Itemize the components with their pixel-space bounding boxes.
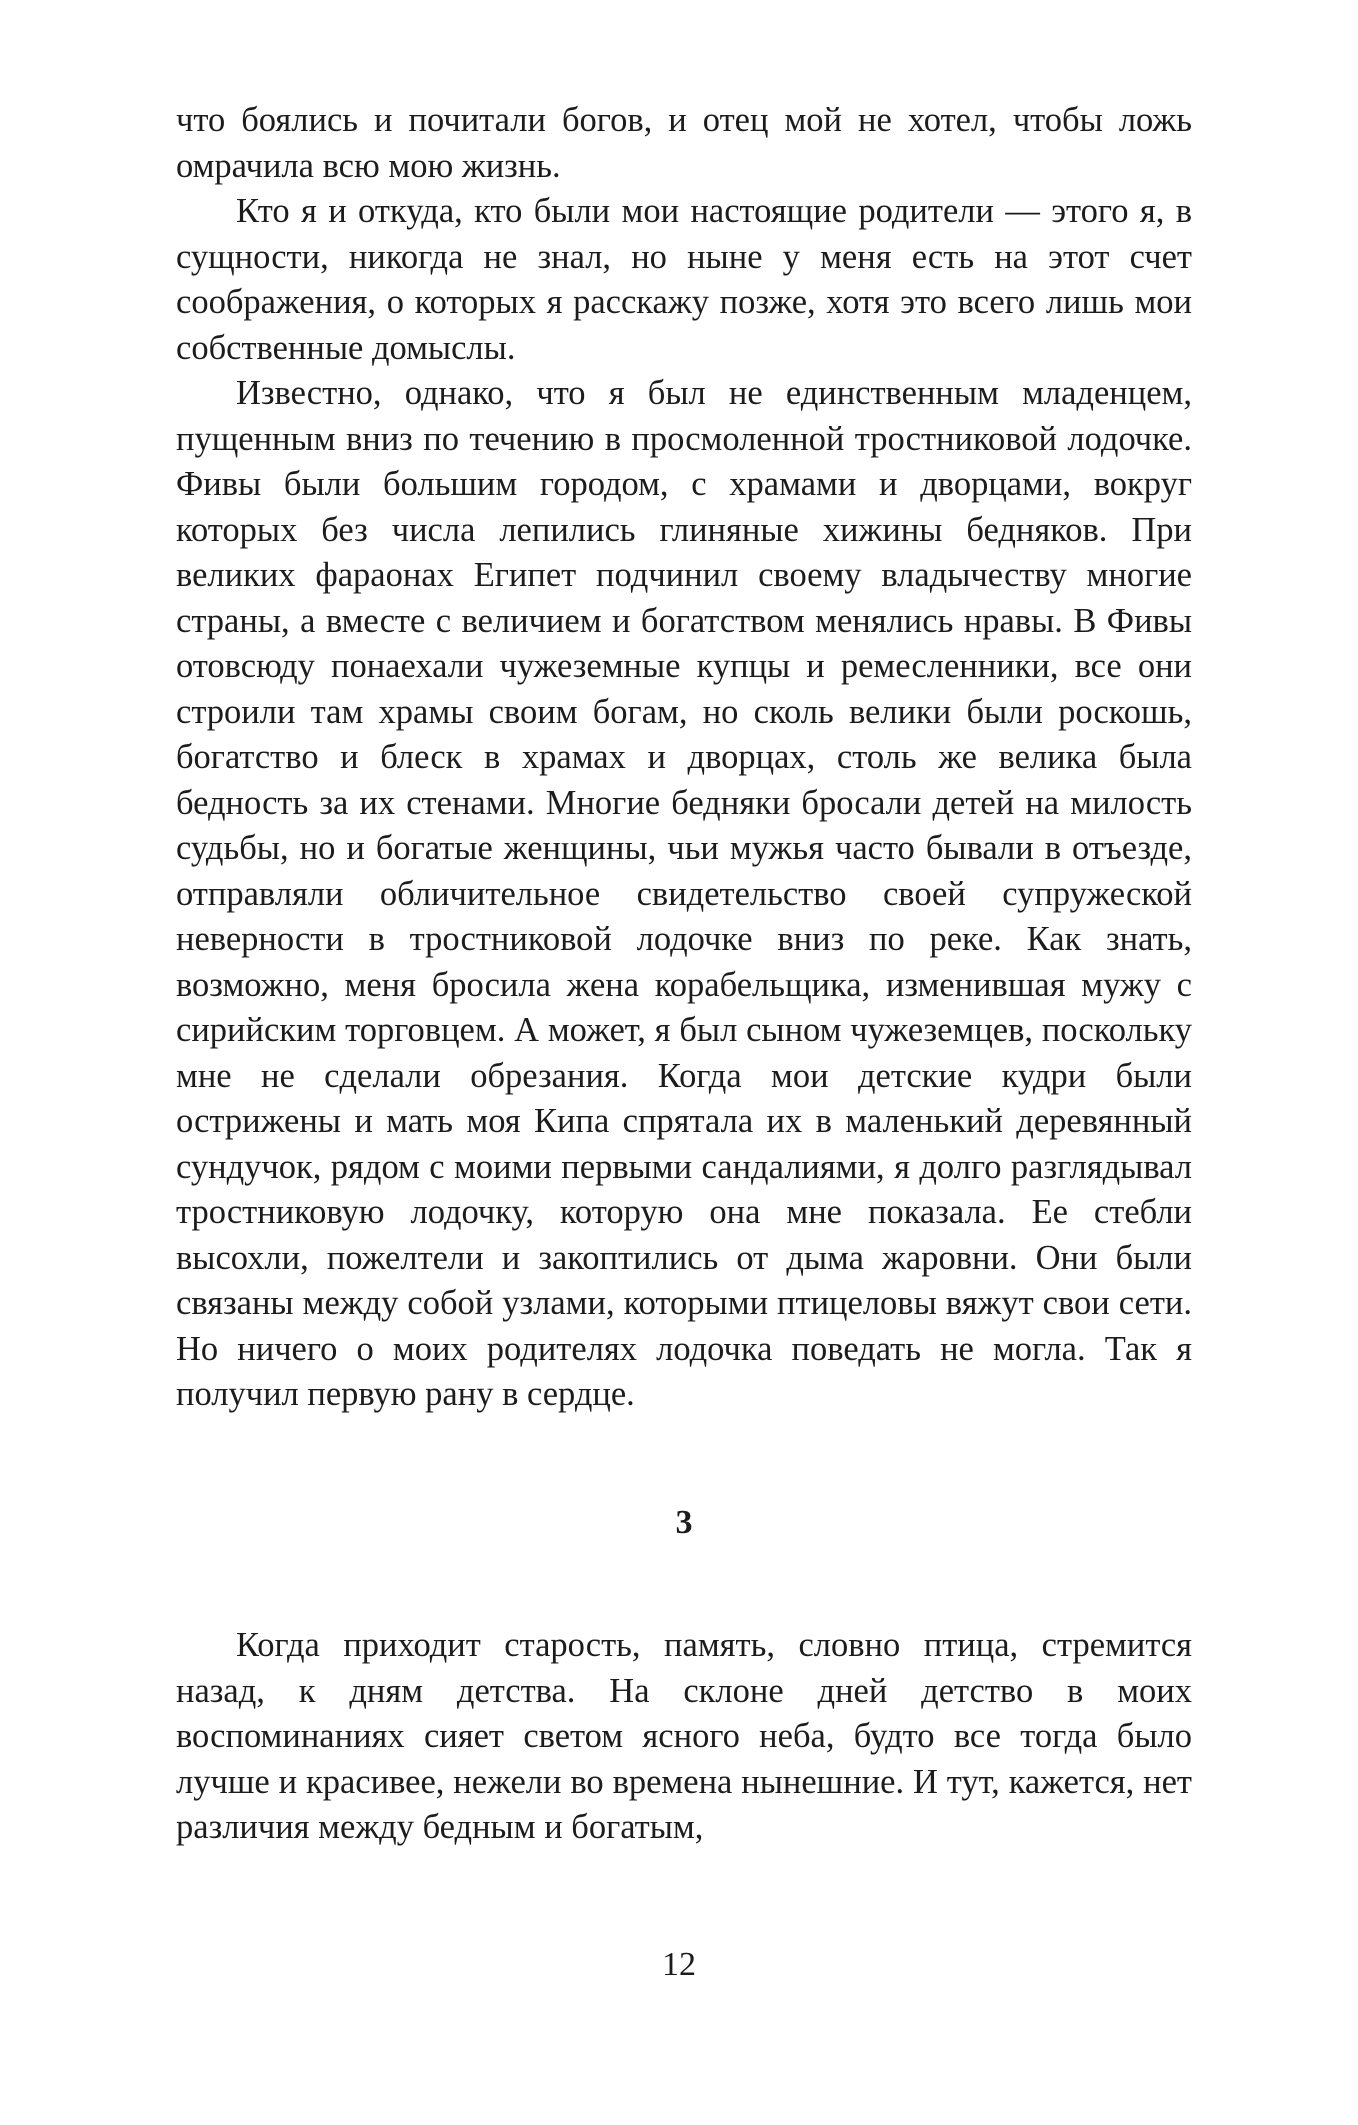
paragraph-continued: что боялись и почитали богов, и отец мой не хотел, чтобы ложь омрачила всю мою жизнь. xyxy=(176,101,1192,185)
paragraph: Когда приходит старость, память, словно птица, стремится назад, к дням детства. На склоне дней детство в моих воспоминаниях сияет светом ясного неба, будто все тогда было лучше и красивее, нежели во времена нынешние. И тут, кажется, нет различия между бедным и богатым, xyxy=(176,1626,1192,1846)
page-number: 12 xyxy=(662,1946,696,1983)
book-page-text xyxy=(176,98,1192,1851)
paragraph: Известно, однако, что я был не единственным младенцем, пущенным вниз по течению в просмоленной тростниковой лодочке. Фивы были большим городом, с храмами и дворцами, вокруг которых без числа лепились глиняные хижины бедняков. При великих фараонах Египет подчинил своему владычеству многие страны, а вместе с величием и богатством менялись нравы. В Фивы отовсюду понаехали чужеземные купцы и ремесленники, все они строили там храмы своим богам, но сколь велики были роскошь, богатство и блеск в храмах и дворцах, столь же велика была бедность за их стенами. Многие бедняки бросали детей на милость судьбы, но и богатые женщины, чьи мужья часто бывали в отъезде, отправляли обличительное свидетельство своей супружеской неверности в тростниковой лодочке вниз по реке. Как знать, возможно, меня бросила жена корабельщика, изменившая мужу с сирийским торговцем. А может, я был сыном чужеземцев, поскольку мне не сделали обрезания. Когда мои детские кудри были острижены и мать моя Кипа спрятала их в маленький деревянный сундучок, рядом с моими первыми сандалиями, я долго разглядывал тростниковую лодочку, которую она мне показала. Ее стебли высохли, пожелтели и закоптились от дыма жаровни. Они были связаны между собой узлами, которыми птицеловы вяжут свои сети. Но ничего о моих родителях лодочка поведать не могла. Так я получил первую рану в сердце. xyxy=(176,374,1192,1413)
chapter-number: 3 xyxy=(675,1503,693,1541)
paragraph: Кто я и откуда, кто были мои настоящие родители — этого я, в сущности, никогда не знал, но ныне у меня есть на этот счет соображения, о которых я расскажу позже, хотя это всего лишь мои собственные домыслы. xyxy=(176,192,1192,367)
